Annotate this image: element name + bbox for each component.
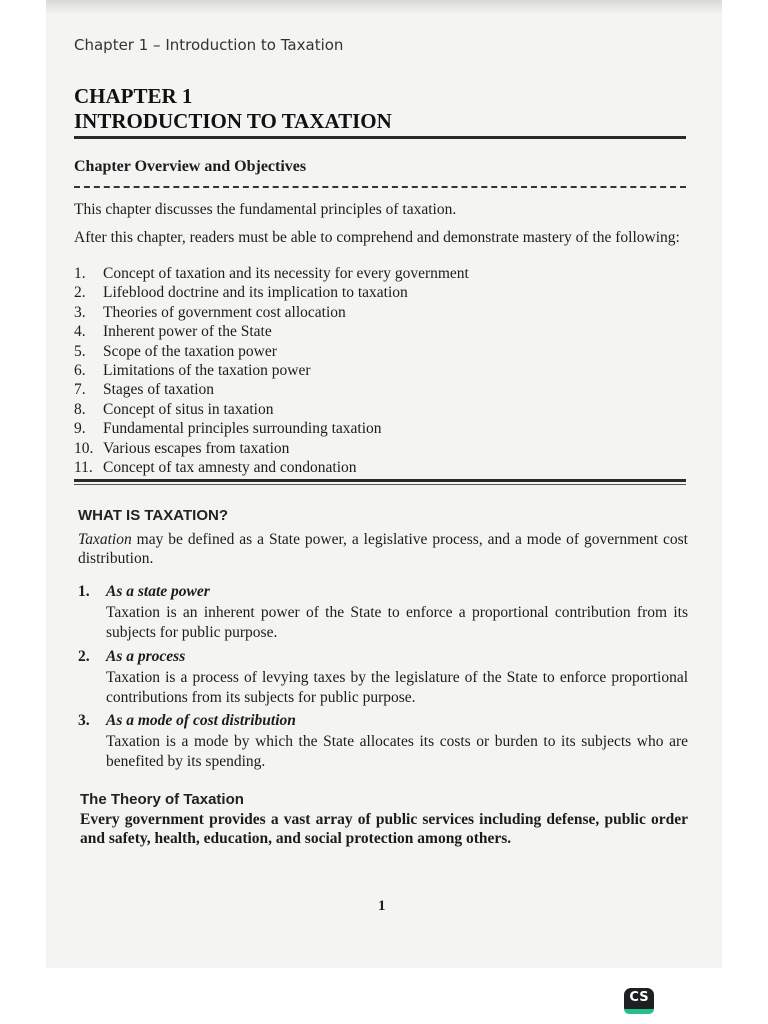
item-number: 1. — [74, 265, 86, 282]
objectives-list — [74, 264, 469, 477]
section-rule — [74, 479, 686, 482]
item-number: 3. — [78, 712, 90, 729]
item-text: Theories of government cost allocation — [103, 303, 346, 321]
item-title: As a state power — [106, 583, 210, 600]
item-number: 6. — [74, 362, 86, 380]
definition-text: may be defined as a State power, a legislative process, and a mode of government cost distribution. — [78, 531, 688, 567]
overview-heading: Chapter Overview and Objectives — [74, 158, 307, 175]
item-number: 10. — [74, 439, 94, 457]
item-title: As a process — [106, 648, 186, 665]
item-text: Concept of taxation and its necessity for every government — [103, 265, 469, 282]
item-title: As a mode of cost distribution — [106, 712, 296, 729]
list-item — [74, 419, 469, 438]
list-item — [74, 458, 469, 477]
chapter-title — [74, 84, 392, 134]
definition-paragraph — [78, 530, 688, 568]
list-item — [74, 380, 469, 399]
chapter-name: INTRODUCTION TO TAXATION — [74, 109, 392, 133]
overview-lead: After this chapter, readers must be able to comprehend and demonstrate mastery of the following: — [74, 229, 680, 246]
defined-term: Taxation — [78, 531, 132, 548]
list-item — [74, 439, 469, 458]
item-body: Taxation is a mode by which the State allocates its costs or burden to its subjects who are benefited by its spending. — [106, 733, 688, 770]
item-text: Concept of tax amnesty and condonation — [103, 459, 357, 477]
item-number: 3. — [74, 303, 86, 321]
list-item — [74, 264, 469, 283]
list-item — [74, 400, 469, 419]
item-text: Stages of taxation — [103, 381, 215, 399]
item-body: Taxation is an inherent power of the State to enforce a proportional contribution from its subjects for public purpose. — [106, 604, 688, 641]
item-text: Scope of the taxation power — [103, 342, 277, 360]
item-text: Inherent power of the State — [103, 323, 272, 341]
running-header: Chapter 1 – Introduction to Taxation — [74, 36, 344, 54]
item-number: 5. — [74, 342, 86, 360]
item-text: Fundamental principles surrounding taxation — [103, 420, 382, 438]
item-body: Taxation is a process of levying taxes by the legislature of the State to enforce proportional contributions from its subjects for public purpose. — [106, 669, 688, 706]
camscanner-logo-icon — [624, 988, 654, 1014]
item-text: Various escapes from taxation — [103, 439, 290, 457]
item-number: 9. — [74, 420, 86, 438]
list-item — [74, 342, 469, 361]
section-heading: WHAT IS TAXATION? — [78, 507, 228, 524]
theory-body: Every government provides a vast array of public services including defense, public order and safety, health, education, and social protection among others. — [80, 811, 688, 847]
item-text: Limitations of the taxation power — [103, 362, 311, 380]
item-number: 4. — [74, 323, 86, 341]
item-text: Concept of situs in taxation — [103, 400, 274, 418]
item-number: 2. — [78, 648, 90, 665]
item-number: 8. — [74, 400, 86, 418]
chapter-number: CHAPTER 1 — [74, 84, 193, 108]
list-item — [74, 283, 469, 302]
logo-text: CS — [629, 990, 649, 1005]
list-item — [74, 303, 469, 322]
section-rule-thin — [74, 484, 686, 485]
theory-heading: The Theory of Taxation — [80, 791, 244, 808]
item-number: 1. — [78, 583, 90, 600]
page-edge-shadow — [46, 0, 722, 14]
dashed-divider — [74, 186, 686, 188]
item-number: 7. — [74, 381, 86, 399]
list-item — [74, 361, 469, 380]
item-number: 11. — [74, 459, 93, 477]
overview-intro: This chapter discusses the fundamental principles of taxation. — [74, 201, 457, 218]
page-number: 1 — [378, 898, 386, 914]
list-item — [74, 322, 469, 341]
logo-strip — [624, 1009, 654, 1014]
item-number: 2. — [74, 284, 86, 302]
title-rule — [74, 136, 686, 139]
item-text: Lifeblood doctrine and its implication to taxation — [103, 284, 408, 302]
